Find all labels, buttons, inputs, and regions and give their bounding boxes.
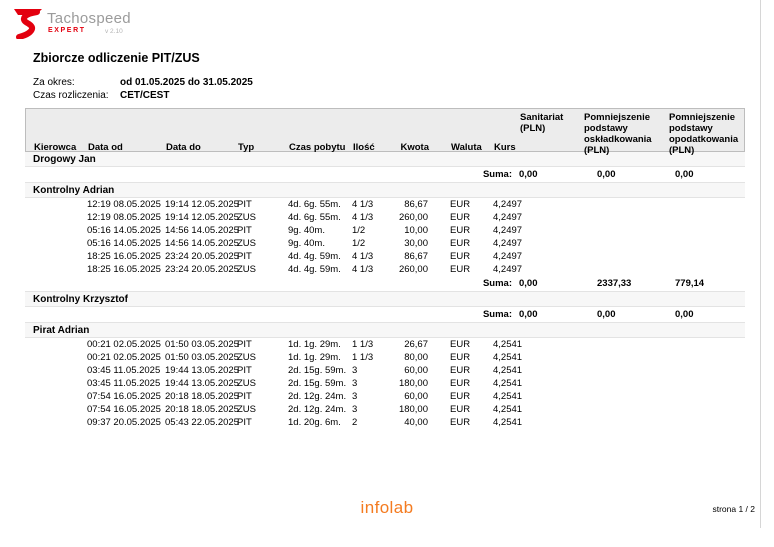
cell-value: 4,2541 [493, 391, 523, 402]
cell-value: 4,2541 [493, 352, 523, 363]
timezone-value: CET/CEST [120, 90, 170, 101]
cell-value: 86,67 [404, 251, 428, 262]
col-header-kierowca: Kierowca [34, 142, 77, 153]
cell-value: EUR [450, 365, 471, 376]
table-header-row [25, 108, 745, 156]
cell-value: 4 1/3 [352, 264, 374, 275]
driver-group-row [25, 152, 745, 167]
cell-value: EUR [450, 238, 471, 249]
cell-value: 3 [352, 404, 358, 415]
col-header-typ: Typ [238, 142, 255, 153]
cell-value: 23:24 20.05.2025 [165, 251, 239, 262]
cell-value: 4d. 6g. 55m. [288, 212, 341, 223]
cell-value: 19:14 12.05.2025 [165, 212, 239, 223]
cell-value: 1/2 [352, 238, 366, 249]
cell-value: EUR [450, 391, 471, 402]
col-header-kwota: Kwota [400, 142, 429, 153]
cell-value: PIT [237, 365, 252, 376]
cell-value: PIT [237, 339, 252, 350]
cell-value: 12:19 08.05.2025 [87, 212, 161, 223]
cell-value: EUR [450, 225, 471, 236]
col-header-kurs: Kurs [494, 142, 516, 153]
cell-value: 03:45 11.05.2025 [87, 378, 161, 389]
cell-value: 3 [352, 391, 358, 402]
cell-value: 19:44 13.05.2025 [165, 378, 239, 389]
timezone-row [33, 89, 253, 102]
brand-edition: EXPERT [48, 27, 86, 34]
page-number: strona 1 / 2 [712, 504, 755, 514]
cell-value: ZUS [237, 238, 256, 249]
tachospeed-logo [13, 7, 147, 39]
cell-value: 10,00 [404, 225, 428, 236]
cell-value: 14:56 14.05.2025 [165, 225, 239, 236]
cell-value: 4,2541 [493, 417, 523, 428]
cell-value: ZUS [237, 264, 256, 275]
cell-value: 2d. 15g. 59m. [288, 365, 347, 376]
cell-value: EUR [450, 264, 471, 275]
table-row [25, 403, 745, 416]
cell-value: 2d. 12g. 24m. [288, 404, 347, 415]
period-label: Za okres: [33, 77, 75, 88]
cell-value: 4d. 6g. 55m. [288, 199, 341, 210]
cell-value: 1/2 [352, 225, 366, 236]
cell-kierowca [25, 416, 87, 429]
suma-label: Suma: [482, 278, 512, 289]
suma-oskladkowania: 0,00 [597, 309, 616, 320]
col-header-opodatkowania: Pomniejszenie podstawy opodatkowania (PLN) [669, 112, 739, 156]
cell-value: 180,00 [398, 404, 428, 415]
cell-value: 2d. 12g. 24m. [288, 391, 347, 402]
suma-sanitariat: 0,00 [519, 278, 538, 289]
table-row [25, 250, 745, 263]
app-version: v 2.10 [105, 28, 123, 35]
cell-value: 20:18 18.05.2025 [165, 391, 239, 402]
cell-value: 01:50 03.05.2025 [165, 339, 239, 350]
cell-value: PIT [237, 251, 252, 262]
cell-value: 2 [352, 417, 358, 428]
cell-value: 4d. 4g. 59m. [288, 264, 341, 275]
suma-oskladkowania: 2337,33 [597, 278, 632, 289]
cell-value: 4,2497 [493, 238, 523, 249]
suma-sanitariat: 0,00 [519, 309, 538, 320]
table-row [25, 224, 745, 237]
cell-value: 09:37 20.05.2025 [87, 417, 161, 428]
table-row [25, 338, 745, 351]
cell-value: EUR [450, 339, 471, 350]
cell-value: 4,2541 [493, 339, 523, 350]
cell-value: 40,00 [404, 417, 428, 428]
table-row [25, 198, 745, 211]
page-edge [760, 0, 761, 528]
cell-value: PIT [237, 391, 252, 402]
table-row [25, 211, 745, 224]
cell-value: 4 1/3 [352, 199, 374, 210]
cell-value: 4,2497 [493, 199, 523, 210]
cell-value: 4,2541 [493, 404, 523, 415]
col-header-sanitariat: Sanitariat (PLN) [520, 112, 564, 134]
cell-kierowca [25, 263, 87, 276]
report-meta [33, 76, 253, 102]
cell-value: 1 1/3 [352, 352, 374, 363]
cell-value: 05:43 22.05.2025 [165, 417, 239, 428]
cell-value: EUR [450, 378, 471, 389]
driver-name: Kontrolny Krzysztof [33, 294, 128, 305]
cell-value: EUR [450, 417, 471, 428]
cell-value: 12:19 08.05.2025 [87, 199, 161, 210]
driver-group-row [25, 323, 745, 338]
suma-label: Suma: [482, 169, 512, 180]
driver-group-row [25, 183, 745, 198]
cell-value: PIT [237, 199, 252, 210]
cell-value: 2d. 15g. 59m. [288, 378, 347, 389]
cell-kierowca [25, 364, 87, 377]
table-row [25, 237, 745, 250]
cell-kierowca [25, 198, 87, 211]
cell-kierowca [25, 224, 87, 237]
cell-value: 80,00 [404, 352, 428, 363]
cell-value: 4 1/3 [352, 212, 374, 223]
cell-value: 4d. 4g. 59m. [288, 251, 341, 262]
cell-value: 60,00 [404, 365, 428, 376]
report-table-body [25, 152, 745, 429]
cell-kierowca [25, 211, 87, 224]
cell-kierowca [25, 351, 87, 364]
cell-kierowca [25, 250, 87, 263]
col-header-data-od: Data od [88, 142, 123, 153]
period-value: od 01.05.2025 do 31.05.2025 [120, 77, 253, 88]
driver-name: Drogowy Jan [33, 154, 96, 165]
cell-value: 4,2541 [493, 378, 523, 389]
cell-kierowca [25, 403, 87, 416]
cell-value: EUR [450, 212, 471, 223]
cell-value: PIT [237, 417, 252, 428]
table-row [25, 390, 745, 403]
cell-value: ZUS [237, 404, 256, 415]
cell-value: 23:24 20.05.2025 [165, 264, 239, 275]
cell-value: 9g. 40m. [288, 238, 325, 249]
report-title: Zbiorcze odliczenie PIT/ZUS [33, 51, 200, 65]
cell-value: EUR [450, 251, 471, 262]
cell-value: 30,00 [404, 238, 428, 249]
cell-value: 05:16 14.05.2025 [87, 238, 161, 249]
table-row [25, 416, 745, 429]
cell-value: 18:25 16.05.2025 [87, 264, 161, 275]
driver-name: Pirat Adrian [33, 325, 90, 336]
cell-value: 4,2497 [493, 264, 523, 275]
period-row [33, 76, 253, 89]
cell-value: ZUS [237, 352, 256, 363]
cell-kierowca [25, 390, 87, 403]
cell-value: EUR [450, 352, 471, 363]
cell-value: 4,2497 [493, 212, 523, 223]
cell-value: 260,00 [398, 264, 428, 275]
suma-opodatkowania: 0,00 [675, 169, 694, 180]
cell-value: 20:18 18.05.2025 [165, 404, 239, 415]
cell-value: 19:14 12.05.2025 [165, 199, 239, 210]
tachospeed-logo-icon [13, 7, 43, 39]
col-header-oskladkowania: Pomniejszenie podstawy oskładkowania (PLN) [584, 112, 652, 156]
cell-value: ZUS [237, 378, 256, 389]
brand-name: Tachospeed [47, 10, 131, 27]
cell-value: 14:56 14.05.2025 [165, 238, 239, 249]
cell-value: 07:54 16.05.2025 [87, 391, 161, 402]
cell-value: 18:25 16.05.2025 [87, 251, 161, 262]
infolab-logo: infolab [360, 498, 414, 517]
cell-value: 4,2541 [493, 365, 523, 376]
cell-value: 60,00 [404, 391, 428, 402]
cell-value: PIT [237, 225, 252, 236]
col-header-waluta: Waluta [451, 142, 482, 153]
cell-value: EUR [450, 199, 471, 210]
cell-value: 19:44 13.05.2025 [165, 365, 239, 376]
table-row [25, 364, 745, 377]
cell-value: 4 1/3 [352, 251, 374, 262]
cell-value: 86,67 [404, 199, 428, 210]
cell-value: 1 1/3 [352, 339, 374, 350]
cell-value: 1d. 20g. 6m. [288, 417, 341, 428]
table-row [25, 377, 745, 390]
cell-value: 3 [352, 365, 358, 376]
cell-value: 9g. 40m. [288, 225, 325, 236]
suma-row [25, 307, 745, 323]
suma-row [25, 167, 745, 183]
cell-value: 05:16 14.05.2025 [87, 225, 161, 236]
cell-value: EUR [450, 404, 471, 415]
table-row [25, 351, 745, 364]
timezone-label: Czas rozliczenia: [33, 90, 109, 101]
col-header-data-do: Data do [166, 142, 201, 153]
cell-value: 180,00 [398, 378, 428, 389]
suma-label: Suma: [482, 309, 512, 320]
cell-value: ZUS [237, 212, 256, 223]
cell-value: 1d. 1g. 29m. [288, 339, 341, 350]
cell-value: 260,00 [398, 212, 428, 223]
cell-value: 26,67 [404, 339, 428, 350]
suma-sanitariat: 0,00 [519, 169, 538, 180]
cell-value: 4,2497 [493, 251, 523, 262]
tachospeed-logo-text [47, 7, 147, 39]
cell-kierowca [25, 338, 87, 351]
cell-value: 4,2497 [493, 225, 523, 236]
cell-value: 07:54 16.05.2025 [87, 404, 161, 415]
cell-value: 00:21 02.05.2025 [87, 339, 161, 350]
cell-value: 1d. 1g. 29m. [288, 352, 341, 363]
cell-value: 3 [352, 378, 358, 389]
suma-oskladkowania: 0,00 [597, 169, 616, 180]
suma-opodatkowania: 779,14 [675, 278, 705, 289]
cell-value: 01:50 03.05.2025 [165, 352, 239, 363]
cell-kierowca [25, 237, 87, 250]
cell-kierowca [25, 377, 87, 390]
driver-name: Kontrolny Adrian [33, 185, 115, 196]
suma-row [25, 276, 745, 292]
col-header-ilosc: Ilość [353, 142, 375, 153]
suma-opodatkowania: 0,00 [675, 309, 694, 320]
driver-group-row [25, 292, 745, 307]
table-row [25, 263, 745, 276]
cell-value: 03:45 11.05.2025 [87, 365, 161, 376]
report-table [25, 108, 745, 429]
cell-value: 00:21 02.05.2025 [87, 352, 161, 363]
col-header-czas-pobytu: Czas pobytu [289, 142, 346, 153]
